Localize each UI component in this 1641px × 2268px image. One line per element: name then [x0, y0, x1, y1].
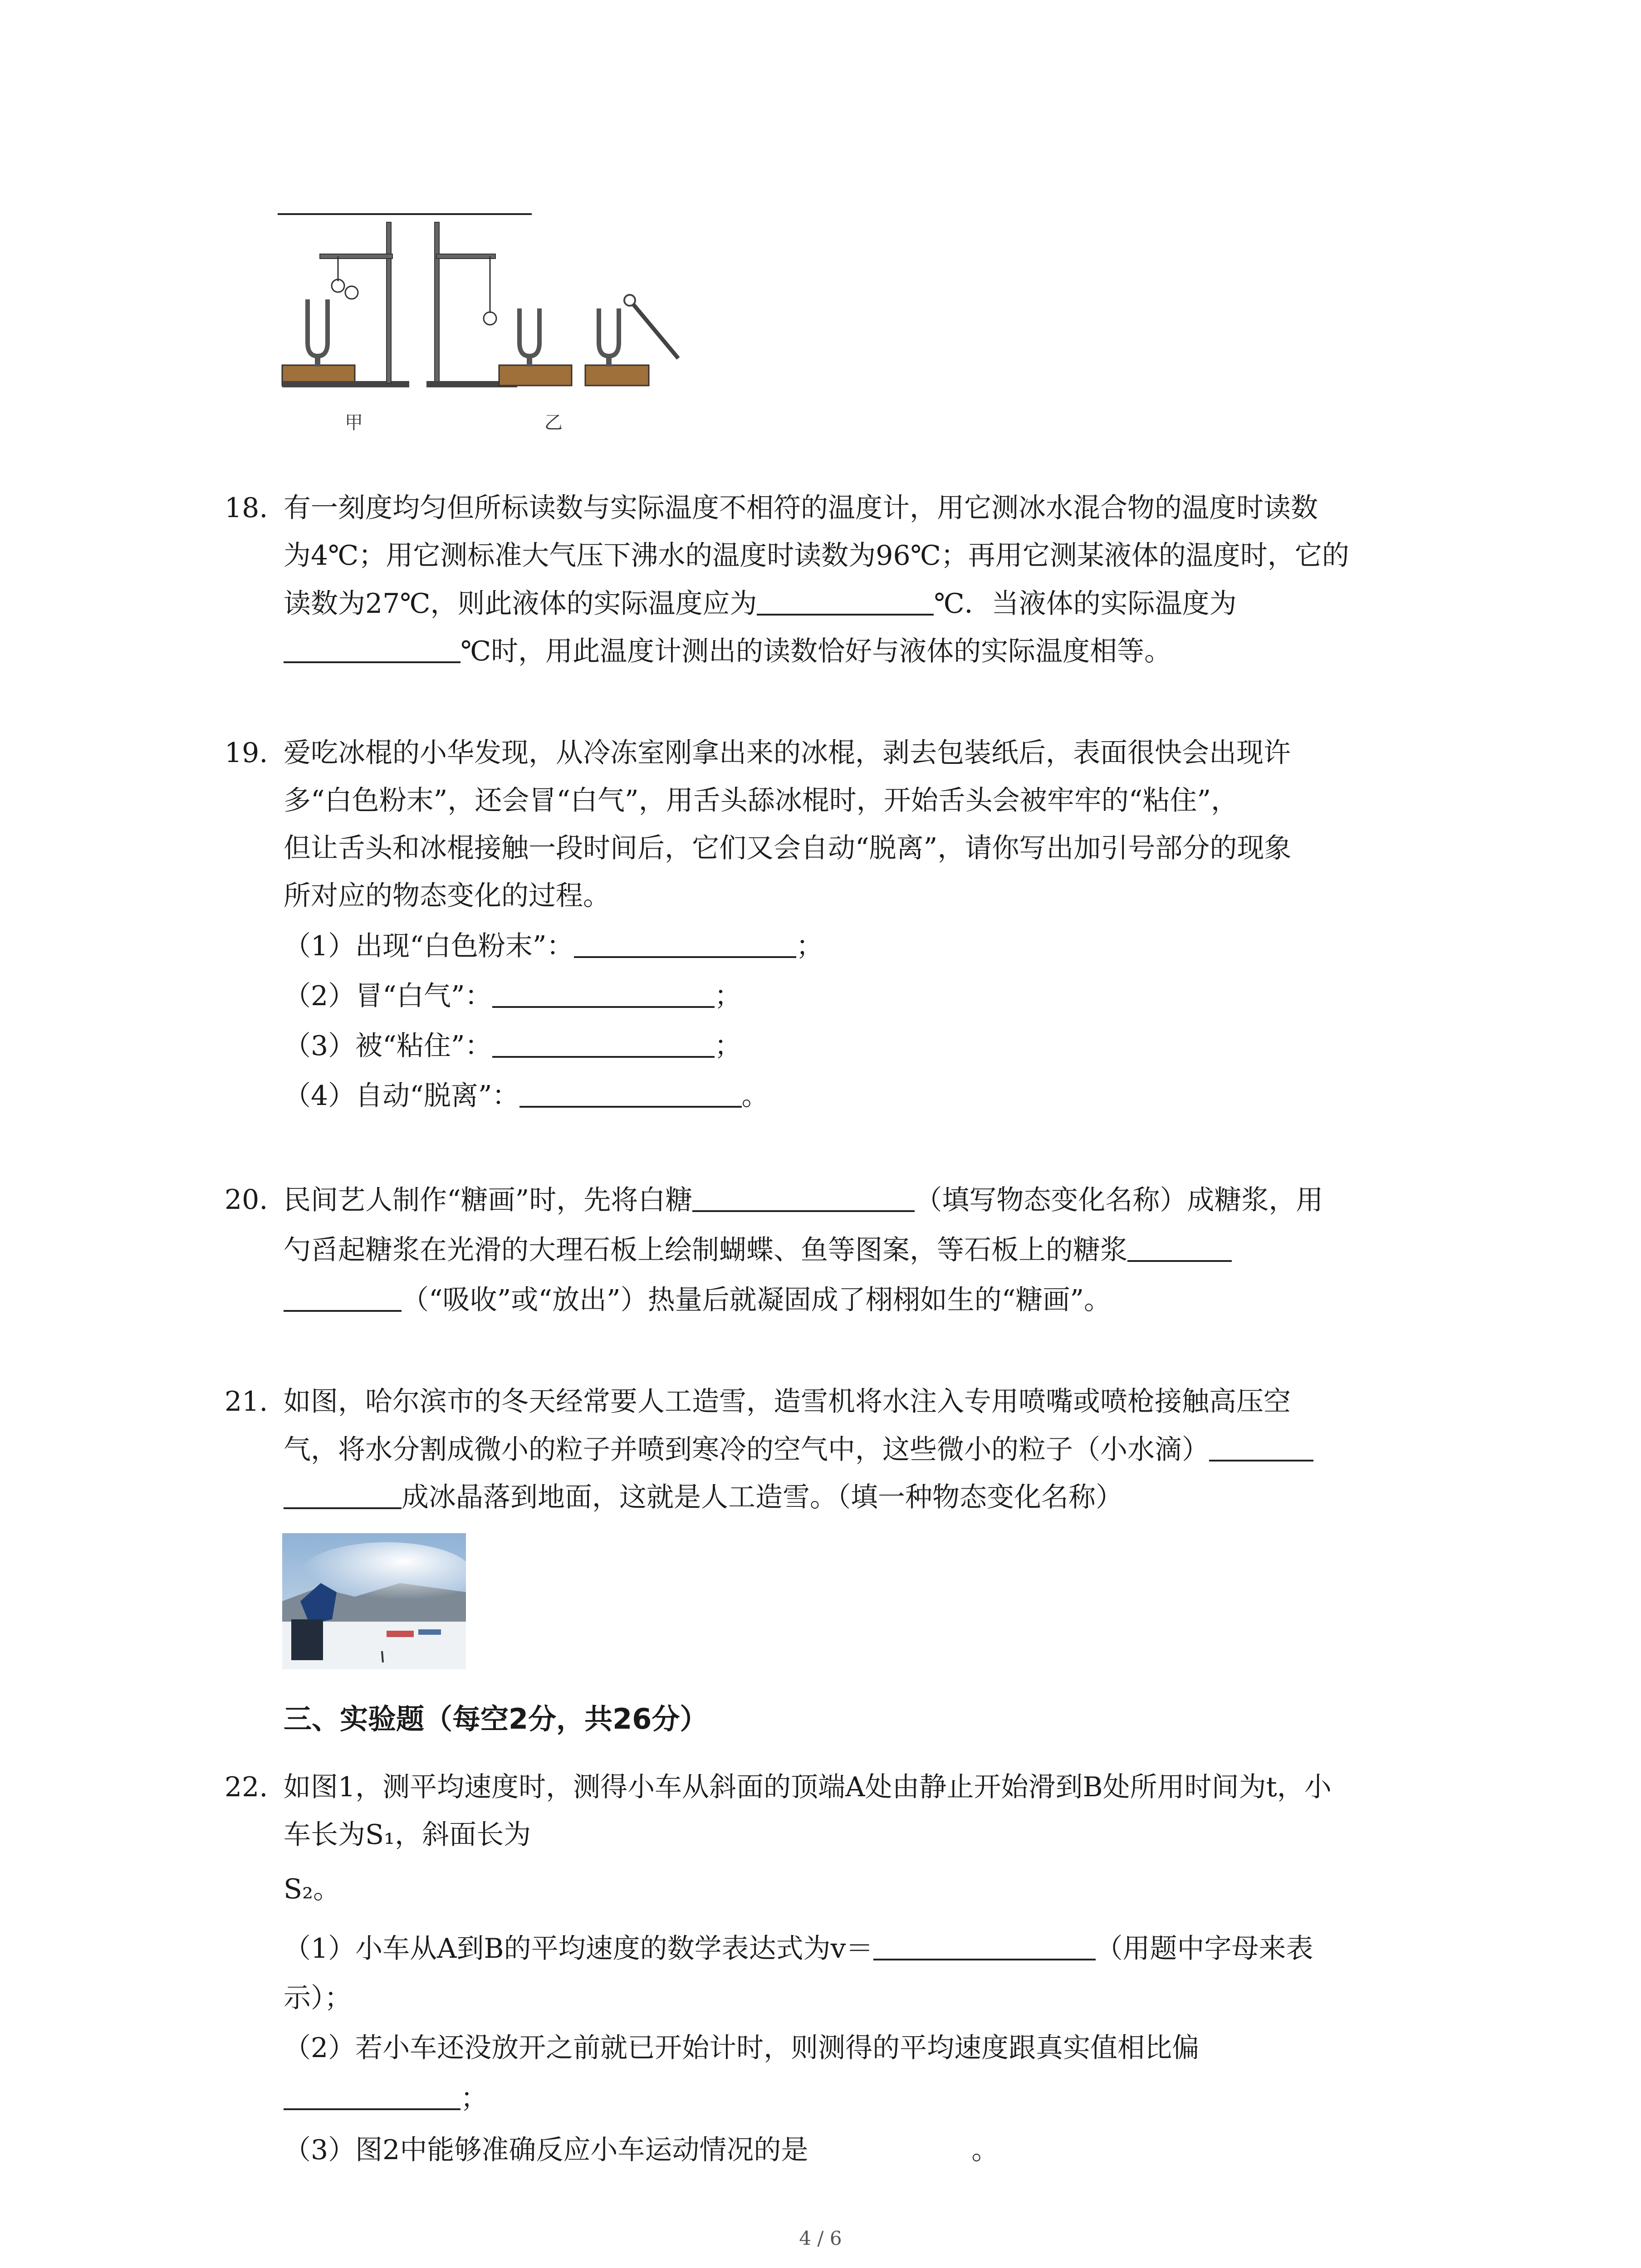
- q22-line-1: 如图1，测平均速度时，测得小车从斜面的顶端A处由静止开始滑到B处所用时间为t，小: [284, 1771, 1332, 1803]
- figure-caption-yi: 乙: [544, 412, 563, 433]
- q20-line-1: [284, 1184, 1323, 1216]
- q22-sub-1b: （用题中字母来表: [1095, 1933, 1313, 1965]
- section-title-experiments: 三、实验题（每空2分，共26分）: [284, 1702, 708, 1735]
- q19-line-1: 爱吃冰棍的小华发现，从冷冻室刚拿出来的冰棍，剥去包装纸后，表面很快会出现许: [284, 737, 1291, 769]
- q22-line-3: S₂。: [284, 1873, 341, 1905]
- q22-sub-2-cont: [284, 2082, 488, 2114]
- q19-line-4: 所对应的物态变化的过程。: [284, 880, 610, 912]
- q19-sub-4-text: （4）自动“脱离”：: [284, 1080, 519, 1112]
- answer-blank-q17[interactable]: [278, 213, 532, 215]
- q22-sub-1: [284, 1932, 1313, 1965]
- tuning-fork-figure: [272, 218, 690, 435]
- q22-sub-1a: （1）小车从A到B的平均速度的数学表达式为v＝: [284, 1933, 873, 1965]
- q19-sub-3: [284, 1030, 742, 1062]
- q21-line-3b: 成冰晶落到地面，这就是人工造雪。（填一种物态变化名称）: [402, 1481, 1123, 1513]
- question-number-21: 21.: [225, 1386, 268, 1418]
- q20-line-3: [284, 1284, 1111, 1316]
- q22-sub-2b: ；: [460, 2082, 488, 2114]
- answer-blank-q19-4[interactable]: [519, 1080, 742, 1108]
- q18-line-3: [284, 587, 1237, 620]
- q22-sub-3b: 。: [971, 2134, 999, 2166]
- question-number-20: 20.: [225, 1184, 268, 1216]
- q20-line-2-text: 勺舀起糖浆在光滑的大理石板上绘制蝴蝶、鱼等图案，等石板上的糖浆: [284, 1234, 1127, 1266]
- answer-blank-q18-1[interactable]: [757, 587, 934, 616]
- q19-sub-3-text: （3）被“粘住”：: [284, 1030, 492, 1062]
- q22-sub-3-text: （3）图2中能够准确反应小车运动情况的是: [284, 2134, 808, 2166]
- q21-line-3: [284, 1481, 1123, 1513]
- q18-line-1: 有一刻度均匀但所标读数与实际温度不相符的温度计，用它测冰水混合物的温度时读数: [284, 492, 1318, 524]
- q20-line-1a: 民间艺人制作“糖画”时，先将白糖: [284, 1184, 693, 1216]
- answer-blank-q21-a[interactable]: [1209, 1433, 1313, 1461]
- question-number-18: 18.: [225, 492, 268, 524]
- question-number-19: 19.: [225, 737, 268, 769]
- snow-machine-photo: [282, 1533, 466, 1669]
- q21-line-1: 如图，哈尔滨市的冬天经常要人工造雪，造雪机将水注入专用喷嘴或喷枪接触高压空: [284, 1386, 1291, 1418]
- q19-sub-2-text: （2）冒“白气”：: [284, 980, 492, 1012]
- page-number: 4 / 6: [799, 2227, 842, 2249]
- q22-sub-3: [284, 2134, 999, 2166]
- answer-blank-q20-1[interactable]: [692, 1184, 915, 1212]
- q19-sub-2: [284, 980, 742, 1012]
- q19-line-2: 多“白色粉末”，还会冒“白气”，用舌头舔冰棍时，开始舌头会被牢牢的“粘住”，: [284, 785, 1239, 816]
- q22-sub-1-cont: 示）；: [284, 1982, 352, 2014]
- q21-line-2: [284, 1433, 1313, 1466]
- q19-sub-2-semi: ；: [714, 980, 742, 1012]
- answer-blank-q20-2b[interactable]: [284, 1284, 402, 1312]
- figure-caption-jia: 甲: [345, 412, 363, 433]
- answer-blank-q21-b[interactable]: [284, 1481, 402, 1509]
- answer-blank-q19-3[interactable]: [492, 1030, 715, 1058]
- q19-sub-4: [284, 1080, 769, 1112]
- q19-sub-4-period: 。: [741, 1080, 769, 1112]
- q19-line-3: 但让舌头和冰棍接触一段时间后，它们又会自动“脱离”，请你写出加引号部分的现象: [284, 832, 1292, 864]
- q19-sub-1: [284, 930, 823, 962]
- q22-line-2: 车长为S₁，斜面长为: [284, 1819, 531, 1851]
- answer-blank-q18-2[interactable]: [284, 635, 460, 663]
- q20-line-2: [284, 1234, 1232, 1266]
- q19-sub-1-text: （1）出现“白色粉末”：: [284, 930, 574, 962]
- q18-line-3b: ℃．当液体的实际温度为: [934, 588, 1237, 620]
- answer-blank-q20-2a[interactable]: [1127, 1234, 1232, 1262]
- q19-sub-3-semi: ；: [714, 1030, 742, 1062]
- q18-line-4b: ℃时，用此温度计测出的读数恰好与液体的实际温度相等。: [460, 635, 1172, 667]
- answer-blank-q19-2[interactable]: [492, 980, 715, 1008]
- answer-blank-q22-1[interactable]: [873, 1932, 1096, 1960]
- question-number-22: 22.: [225, 1771, 268, 1803]
- q18-line-4: [284, 635, 1171, 667]
- q21-line-2-text: 气，将水分割成微小的粒子并喷到寒冷的空气中，这些微小的粒子（小水滴）: [284, 1434, 1209, 1466]
- q18-line-2: 为4℃；用它测标准大气压下沸水的温度时读数为96℃；再用它测某液体的温度时，它的: [284, 540, 1349, 572]
- answer-blank-q19-1[interactable]: [574, 930, 796, 958]
- q22-sub-2: （2）若小车还没放开之前就已开始计时，则测得的平均速度跟真实值相比偏: [284, 2032, 1200, 2064]
- q20-line-3b: （“吸收”或“放出”）热量后就凝固成了栩栩如生的“糖画”。: [402, 1284, 1112, 1316]
- q20-line-1b: （填写物态变化名称）成糖浆，用: [915, 1184, 1323, 1216]
- q19-sub-1-semi: ；: [796, 930, 823, 962]
- answer-blank-q22-2[interactable]: [284, 2082, 460, 2110]
- q18-line-3a: 读数为27℃，则此液体的实际温度应为: [284, 588, 757, 620]
